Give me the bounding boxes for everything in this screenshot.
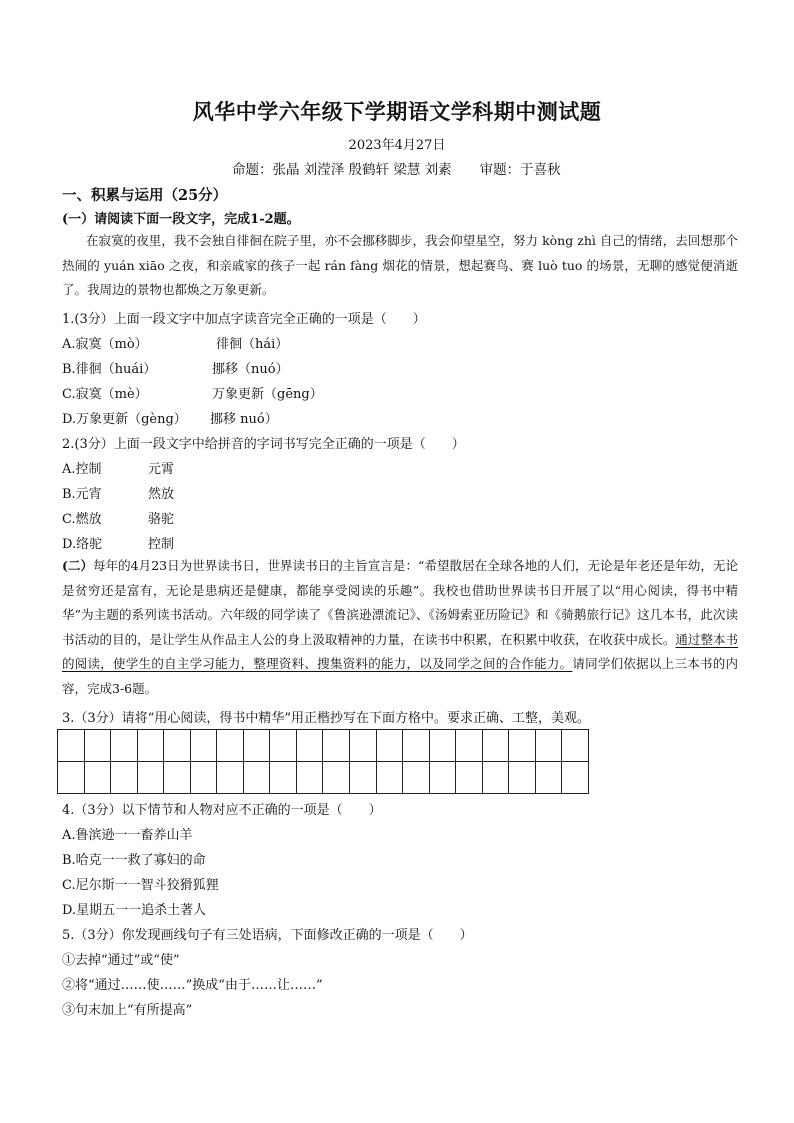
q4-option-a: A.鲁滨逊一一畜养山羊 xyxy=(62,828,193,843)
grid-cell[interactable] xyxy=(429,730,456,762)
grid-cell[interactable] xyxy=(58,730,85,762)
grid-cell[interactable] xyxy=(190,730,217,762)
option-text: 挪移 nuó） xyxy=(210,412,278,427)
q1-option-b xyxy=(62,358,289,377)
grid-cell[interactable] xyxy=(270,762,297,794)
grid-cell[interactable] xyxy=(376,762,403,794)
option-text: C.燃放 xyxy=(62,512,102,527)
q2-option-b xyxy=(62,483,175,502)
grid-cell[interactable] xyxy=(350,730,377,762)
grid-cell[interactable] xyxy=(243,730,270,762)
q1-option-d xyxy=(62,408,278,427)
grid-cell[interactable] xyxy=(482,762,509,794)
grid-cell[interactable] xyxy=(403,762,430,794)
grid-cell[interactable] xyxy=(58,762,85,794)
option-text: 控制 xyxy=(148,537,175,552)
question-5-stem: 5.（3分）你发现画线句子有三处语病，下面修改正确的一项是（ ） xyxy=(62,928,473,943)
q2-option-c xyxy=(62,508,175,527)
grid-cell[interactable] xyxy=(429,762,456,794)
grid-cell[interactable] xyxy=(164,730,191,762)
grid-cell[interactable] xyxy=(270,730,297,762)
reading-passage-2 xyxy=(62,554,738,701)
option-text: C.寂寞（mè） xyxy=(62,387,148,402)
grid-cell[interactable] xyxy=(562,730,589,762)
option-text: 徘徊（hái） xyxy=(216,337,289,352)
grid-cell[interactable] xyxy=(84,730,111,762)
grid-cell[interactable] xyxy=(190,762,217,794)
grid-cell[interactable] xyxy=(323,730,350,762)
grid-cell[interactable] xyxy=(111,762,138,794)
q5-item-1: ①去掉“通过”或“使” xyxy=(62,953,180,968)
grid-cell[interactable] xyxy=(376,730,403,762)
q5-item-2: ②将“通过……使……”换成“由于……让……” xyxy=(62,978,323,993)
part-2-label: (二） xyxy=(62,558,94,573)
grid-cell[interactable] xyxy=(535,762,562,794)
grid-cell[interactable] xyxy=(456,762,483,794)
grid-cell[interactable] xyxy=(482,730,509,762)
option-text: B.徘徊（huái） xyxy=(62,362,157,377)
option-text: 元霄 xyxy=(148,462,175,477)
authors-line xyxy=(232,158,561,178)
grid-cell[interactable] xyxy=(323,762,350,794)
grid-cell[interactable] xyxy=(164,762,191,794)
grid-cell[interactable] xyxy=(296,730,323,762)
option-text: 骆驼 xyxy=(148,512,175,527)
q2-option-a xyxy=(62,458,175,477)
grid-cell[interactable] xyxy=(509,730,536,762)
q1-option-c xyxy=(62,383,323,402)
question-2-stem: 2.(3分）上面一段文字中给拼音的字词书写完全正确的一项是（ ） xyxy=(62,437,465,452)
section-heading: 一、积累与运用（25分） xyxy=(62,187,228,204)
writing-grid[interactable] xyxy=(57,729,589,794)
q4-option-b: B.哈克一一救了寡妇的命 xyxy=(62,853,206,868)
authors: 命题：张晶 刘滢泽 殷鹤轩 梁慧 刘素 xyxy=(232,162,452,178)
grid-cell[interactable] xyxy=(243,762,270,794)
option-text: D.络驼 xyxy=(62,537,103,552)
q4-option-d: D.星期五一一追杀土著人 xyxy=(62,903,207,918)
option-text: 然放 xyxy=(148,487,175,502)
question-1-stem: 1.(3分）上面一段文字中加点字读音完全正确的一项是（ ） xyxy=(62,312,426,327)
exam-date: 2023年4月27日 xyxy=(348,138,446,153)
grid-cell[interactable] xyxy=(535,730,562,762)
grid-cell[interactable] xyxy=(137,762,164,794)
grid-cell[interactable] xyxy=(350,762,377,794)
option-text: 挪移（nuó） xyxy=(212,362,289,377)
grid-cell[interactable] xyxy=(403,730,430,762)
grid-cell[interactable] xyxy=(562,762,589,794)
grid-cell[interactable] xyxy=(456,730,483,762)
reviewer: 审题：于喜秋 xyxy=(479,162,561,178)
reading-passage-1 xyxy=(62,229,738,303)
page-title: 风华中学六年级下学期语文学科期中测试题 xyxy=(192,99,602,124)
q4-option-c: C.尼尔斯一一智斗狡猾狐狸 xyxy=(62,878,219,893)
q1-option-a xyxy=(62,333,289,352)
option-text: 万象更新（gēng） xyxy=(212,387,323,402)
grid-cell[interactable] xyxy=(217,730,244,762)
part-heading: (一）请阅读下面一段文字，完成1-2题。 xyxy=(62,212,300,227)
q2-option-d xyxy=(62,533,175,552)
grid-cell[interactable] xyxy=(509,762,536,794)
grid-cell[interactable] xyxy=(296,762,323,794)
grid-row xyxy=(58,730,589,762)
grid-cell[interactable] xyxy=(111,730,138,762)
question-4-stem: 4.（3分）以下情节和人物对应不正确的一项是（ ） xyxy=(62,803,382,818)
passage-text: 每年的4月23日为世界读书日，世界读书日的主旨宣言是：“希望散居在全球各地的人们，无论是年老还是年幼，无论是贫穷还是富有，无论是患病还是健康，都能享受阅读的乐趣”。我校也借助世界读书日开展了以“用心阅读，得书中精华”为主题的系列读书活动。六年级的同学读了《鲁滨逊漂流记》、《汤姆索亚历险记》和《骑鹅旅行记》这几本书，此次读书活动的目的，是让学生从作品主人公的身上汲取精神的力量，在读书中积累，在积累中收获，在收获中成长。 xyxy=(62,558,738,647)
option-text: A.寂寞（mò） xyxy=(62,337,148,352)
underlined-sentence: 通过整本书的阅读，使学生的自主学习能力，整理资料、搜集资料的能力，以及同学之间的合作能力。 xyxy=(62,631,738,671)
passage-instruction: 请同学们依据以上三本书的内容，完成3-6题。 xyxy=(62,656,738,696)
option-text: A.控制 xyxy=(62,462,102,477)
grid-cell[interactable] xyxy=(217,762,244,794)
grid-row xyxy=(58,762,589,794)
grid-cell[interactable] xyxy=(84,762,111,794)
option-text: D.万象更新（gèng） xyxy=(62,412,187,427)
option-text: B.元宵 xyxy=(62,487,102,502)
q5-item-3: ③句末加上“有所提高” xyxy=(62,1003,193,1018)
passage-text: 在寂寞的夜里，我不会独自徘徊在院子里，亦不会挪移脚步，我会仰望星空，努力 kòng zhì 自己的情绪，去回想那个热闹的 yuán xiāo 之夜，和亲戚家的孩子一起 rán fàng 烟花的情景，想起赛鸟、赛 luò tuo 的场景，无聊的感觉便消逝了。我周边的景物也都焕之万象更新。 xyxy=(62,233,738,297)
grid-cell[interactable] xyxy=(137,730,164,762)
question-3-stem: 3.（3分）请将“用心阅读，得书中精华”用正楷抄写在下面方格中。要求正确、工整，美观。 xyxy=(62,711,590,726)
